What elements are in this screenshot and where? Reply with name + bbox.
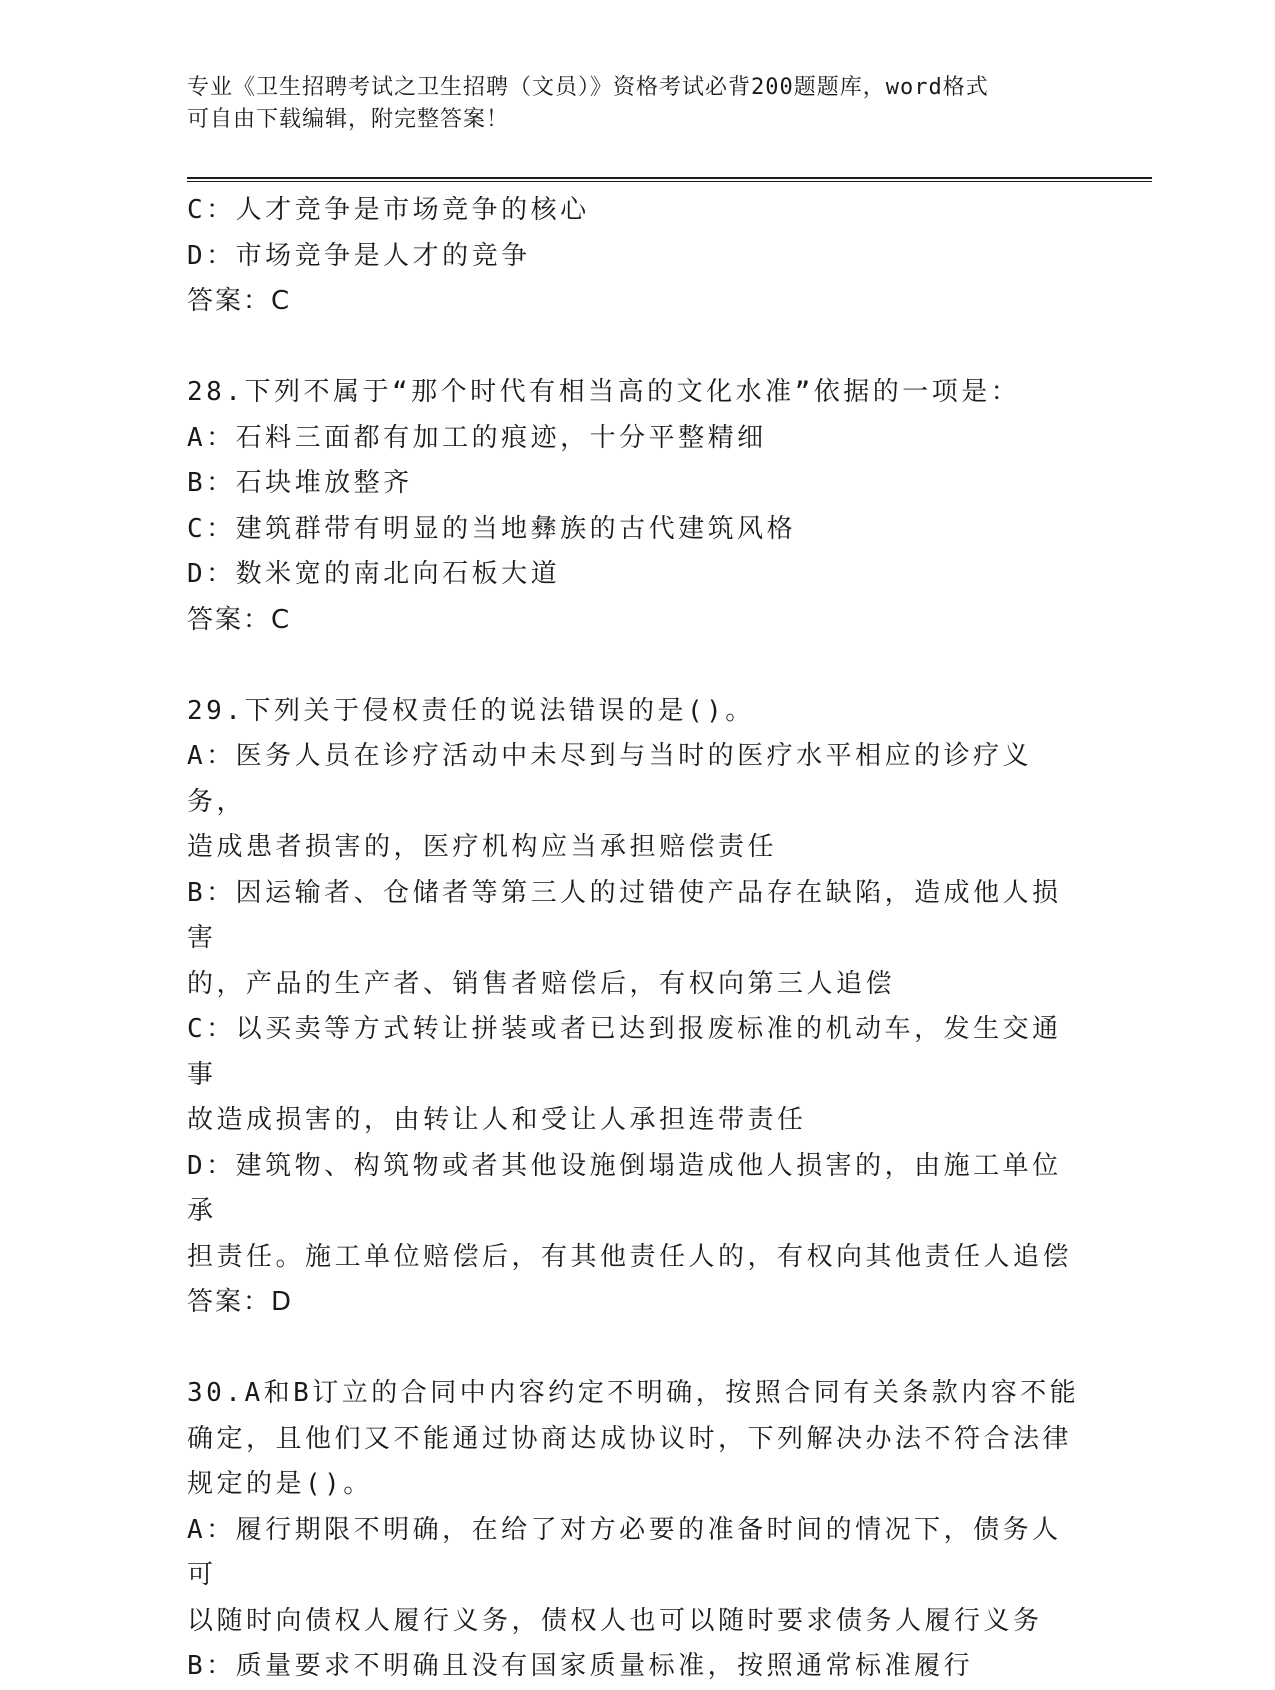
option-d-line-1: D：建筑物、构筑物或者其他设施倒塌造成他人损害的，由施工单位承 — [187, 1150, 1062, 1226]
option-a-line-1: A：医务人员在诊疗活动中未尽到与当时的医疗水平相应的诊疗义务， — [187, 741, 1033, 817]
question-content — [187, 188, 1087, 1690]
spacer — [187, 325, 1087, 371]
option-d-line-2: 担责任。施工单位赔偿后，有其他责任人的，有权向其他责任人追偿 — [187, 1241, 1073, 1272]
option-b-line-2: 的，产品的生产者、销售者赔偿后，有权向第三人追偿 — [187, 968, 896, 999]
option-a: A：石料三面都有加工的痕迹，十分平整精细 — [187, 422, 767, 453]
option-d: D：数米宽的南北向石板大道 — [187, 559, 561, 589]
question-28 — [187, 370, 1087, 643]
option-d: D：市场竞争是人才的竞争 — [187, 240, 531, 271]
spacer — [187, 643, 1087, 689]
option-c-line-1: C：以买卖等方式转让拼装或者已达到报废标准的机动车，发生交通事 — [187, 1014, 1062, 1090]
question-30 — [187, 1371, 1087, 1690]
option-b: B：石块堆放整齐 — [187, 468, 413, 498]
question-stem-line-3: 规定的是()。 — [187, 1469, 373, 1499]
spacer — [187, 1326, 1087, 1372]
option-a-line-2: 造成患者损害的，医疗机构应当承担赔偿责任 — [187, 832, 778, 862]
option-b-line-1: B：因运输者、仓储者等第三人的过错使产品存在缺陷，造成他人损害 — [187, 877, 1062, 953]
question-29 — [187, 689, 1087, 1326]
answer-label: 答案：C — [187, 286, 292, 316]
option-a-line-1: A：履行期限不明确，在给了对方必要的准备时间的情况下，债务人可 — [187, 1514, 1062, 1590]
answer-label: 答案：C — [187, 604, 292, 635]
option-b: B：质量要求不明确且没有国家质量标准，按照通常标准履行 — [187, 1651, 974, 1681]
page-header — [187, 72, 1087, 136]
question-27-tail — [187, 188, 1087, 325]
option-c: C：建筑群带有明显的当地彝族的古代建筑风格 — [187, 513, 797, 544]
option-a-line-2: 以随时向债权人履行义务，债权人也可以随时要求债务人履行义务 — [187, 1605, 1043, 1636]
question-stem: 29.下列关于侵权责任的说法错误的是()。 — [187, 695, 755, 726]
header-title-line-2: 可自由下载编辑，附完整答案！ — [187, 107, 510, 132]
question-stem: 28.下列不属于“那个时代有相当高的文化水准”依据的一项是： — [187, 377, 1021, 407]
answer-label: 答案：D — [187, 1287, 294, 1317]
option-c: C：人才竞争是市场竞争的核心 — [187, 195, 590, 225]
header-title-line-1: 专业《卫生招聘考试之卫生招聘（文员）》资格考试必背200题题库，word格式 — [187, 75, 989, 100]
question-stem-line-1: 30.A和B订立的合同中内容约定不明确，按照合同有关条款内容不能 — [187, 1378, 1080, 1408]
question-stem-line-2: 确定，且他们又不能通过协商达成协议时，下列解决办法不符合法律 — [187, 1423, 1073, 1454]
option-c-line-2: 故造成损害的，由转让人和受让人承担连带责任 — [187, 1105, 807, 1135]
header-divider — [187, 177, 1152, 182]
